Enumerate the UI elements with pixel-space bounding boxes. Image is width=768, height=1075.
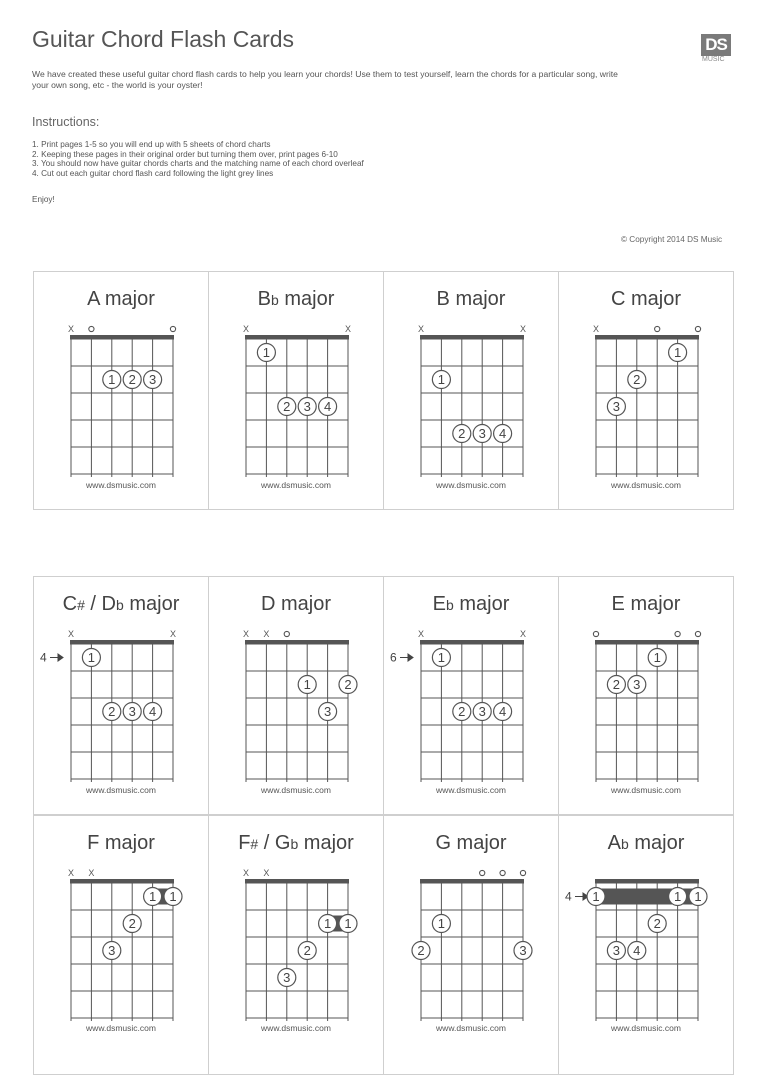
finger-dot	[514, 942, 532, 960]
finger-dot	[319, 703, 337, 721]
arrow-right-icon	[50, 654, 63, 661]
finger-number: 1	[437, 916, 446, 931]
finger-number: 2	[612, 677, 621, 692]
instructions-heading: Instructions:	[32, 115, 100, 129]
arrow-right-icon	[400, 654, 413, 661]
finger-number: 4	[498, 426, 507, 441]
open-string-marker	[593, 631, 598, 636]
finger-dot	[607, 942, 625, 960]
finger-dot	[144, 888, 162, 906]
accidental-symbol: #	[250, 836, 259, 852]
chord-card	[208, 576, 384, 815]
chord-card	[558, 271, 734, 510]
muted-string-marker: X	[344, 324, 352, 334]
chord-name-part: B	[257, 288, 271, 310]
chord-name-part: A	[607, 832, 621, 854]
finger-dot	[432, 915, 450, 933]
finger-dot	[494, 703, 512, 721]
accidental-symbol: b	[270, 292, 279, 308]
page-title: Guitar Chord Flash Cards	[32, 26, 295, 52]
muted-string-marker: X	[169, 629, 177, 639]
finger-number: 4	[498, 704, 507, 719]
finger-number: 2	[128, 372, 136, 387]
finger-dot	[453, 703, 471, 721]
finger-number: 2	[653, 916, 661, 931]
card-url-text: www.dsmusic.com	[436, 480, 506, 490]
muted-string-marker: X	[88, 868, 95, 878]
finger-number: 3	[478, 426, 486, 441]
chord-diagram	[384, 816, 560, 1021]
muted-string-marker: X	[592, 324, 600, 334]
instruction-step: 4. Cut out each guitar chord flash card following the light grey lines	[32, 168, 274, 178]
chord-diagram	[559, 272, 735, 477]
chord-name-part: D major	[260, 593, 331, 615]
finger-dot	[278, 969, 296, 987]
finger-dot	[587, 888, 605, 906]
chord-name-part: E	[432, 593, 446, 615]
fret-position-label: 4	[565, 889, 572, 904]
instructions-list	[32, 140, 364, 178]
fret-position-label: 4	[40, 650, 47, 665]
finger-dot	[473, 425, 491, 443]
chord-name-part: C	[62, 593, 78, 615]
finger-dot	[628, 676, 646, 694]
muted-string-marker: X	[417, 324, 425, 334]
finger-number: 1	[437, 650, 446, 665]
finger-dot	[164, 888, 182, 906]
chord-diagram	[559, 577, 735, 782]
card-url-text: www.dsmusic.com	[86, 1023, 156, 1033]
chord-card	[33, 576, 209, 815]
muted-string-marker: X	[263, 868, 270, 878]
open-string-marker	[89, 326, 94, 331]
accidental-symbol: #	[77, 597, 85, 613]
finger-dot	[669, 888, 687, 906]
intro-text	[32, 69, 672, 91]
chord-name-part: A major	[87, 288, 155, 310]
chord-card	[208, 271, 384, 510]
card-url-text: www.dsmusic.com	[611, 785, 681, 795]
nut-bar	[245, 335, 349, 340]
card-url-text: www.dsmusic.com	[611, 480, 681, 490]
finger-number: 2	[417, 943, 425, 958]
accidental-symbol: b	[620, 836, 629, 852]
chord-card	[383, 815, 559, 1075]
card-url-text: www.dsmusic.com	[86, 480, 156, 490]
chord-name-part: B major	[436, 288, 506, 310]
finger-dot	[278, 398, 296, 416]
nut-bar	[420, 640, 524, 645]
accidental-symbol: b	[290, 836, 299, 852]
muted-string-marker: X	[417, 629, 425, 639]
finger-dot	[453, 425, 471, 443]
open-string-marker	[500, 870, 505, 875]
chord-diagram	[384, 272, 560, 477]
finger-dot	[144, 371, 162, 389]
finger-number: 1	[169, 889, 177, 904]
finger-dot	[689, 888, 707, 906]
finger-number: 2	[283, 399, 291, 414]
finger-dot	[648, 915, 666, 933]
finger-number: 2	[128, 916, 136, 931]
finger-dot	[339, 915, 357, 933]
chord-diagram	[384, 577, 560, 782]
open-string-marker	[170, 326, 175, 331]
accidental-symbol: b	[116, 597, 124, 613]
open-string-marker	[480, 870, 485, 875]
finger-number: 1	[303, 677, 311, 692]
nut-bar	[595, 640, 699, 645]
ds-music-logo	[701, 34, 735, 64]
chord-name-part: major	[453, 593, 510, 615]
finger-number: 1	[108, 372, 116, 387]
fret-position-label: 6	[390, 650, 397, 665]
logo-subtext: MUSIC	[702, 56, 725, 63]
finger-number: 2	[108, 704, 116, 719]
finger-number: 1	[592, 889, 600, 904]
finger-number: 1	[87, 650, 96, 665]
finger-number: 3	[612, 399, 621, 414]
chord-diagram	[209, 272, 385, 477]
finger-dot	[432, 649, 450, 667]
finger-dot	[257, 344, 275, 362]
chord-name-part: F	[238, 832, 251, 854]
finger-dot	[669, 344, 687, 362]
intro-line: your own song, etc - the world is your oyster!	[32, 80, 203, 90]
chord-name-part: F major	[87, 832, 155, 854]
chord-diagram	[559, 816, 735, 1021]
finger-number: 3	[108, 943, 116, 958]
chord-card	[33, 815, 209, 1075]
card-url-text: www.dsmusic.com	[86, 785, 156, 795]
finger-number: 4	[148, 704, 157, 719]
finger-dot	[628, 371, 646, 389]
open-string-marker	[695, 326, 700, 331]
finger-dot	[607, 398, 625, 416]
chord-card	[208, 815, 384, 1075]
finger-dot	[648, 649, 666, 667]
enjoy-text: Enjoy!	[32, 195, 55, 204]
card-url-text: www.dsmusic.com	[611, 1023, 681, 1033]
intro-line: We have created these useful guitar chord flash cards to help you learn your chords! Use them to test yourself, learn the chords for a particular song, write	[32, 69, 618, 79]
chord-card	[383, 576, 559, 815]
chord-diagram	[34, 816, 210, 1021]
finger-number: 2	[458, 426, 466, 441]
nut-bar	[420, 879, 524, 884]
finger-number: 1	[323, 916, 332, 931]
muted-string-marker: X	[519, 324, 527, 334]
finger-dot	[339, 676, 357, 694]
chord-name-part: major	[298, 832, 354, 854]
finger-dot	[473, 703, 491, 721]
finger-dot	[123, 915, 141, 933]
finger-number: 2	[344, 677, 352, 692]
chord-diagram	[209, 816, 385, 1021]
finger-dot	[123, 703, 141, 721]
arrow-right-icon	[575, 893, 588, 900]
chord-card	[558, 815, 734, 1075]
finger-number: 2	[303, 943, 311, 958]
card-url-text: www.dsmusic.com	[436, 785, 506, 795]
chord-name-part: E major	[611, 593, 681, 615]
card-url-text: www.dsmusic.com	[261, 785, 331, 795]
chord-card	[33, 271, 209, 510]
nut-bar	[420, 335, 524, 340]
chord-diagram	[34, 577, 210, 782]
finger-number: 1	[694, 889, 702, 904]
finger-dot	[319, 398, 337, 416]
open-string-marker	[520, 870, 525, 875]
logo-mark: DS	[701, 34, 731, 56]
finger-dot	[123, 371, 141, 389]
nut-bar	[595, 335, 699, 340]
nut-bar	[70, 879, 174, 884]
nut-bar	[245, 879, 349, 884]
finger-dot	[628, 942, 646, 960]
finger-dot	[494, 425, 512, 443]
finger-dot	[607, 676, 625, 694]
instruction-step: 1. Print pages 1-5 so you will end up with 5 sheets of chord charts	[32, 140, 271, 149]
chord-diagram	[34, 272, 210, 477]
finger-number: 2	[458, 704, 466, 719]
finger-number: 3	[148, 372, 157, 387]
muted-string-marker: X	[67, 629, 75, 639]
nut-bar	[245, 640, 349, 645]
finger-dot	[298, 942, 316, 960]
open-string-marker	[675, 631, 680, 636]
nut-bar	[70, 640, 174, 645]
muted-string-marker: X	[67, 324, 75, 334]
finger-dot	[298, 398, 316, 416]
muted-string-marker: X	[242, 629, 250, 639]
finger-number: 1	[673, 345, 682, 360]
finger-number: 3	[519, 943, 527, 958]
finger-dot	[298, 676, 316, 694]
open-string-marker	[284, 631, 289, 636]
chord-name-part: major	[628, 832, 685, 854]
finger-number: 4	[633, 943, 641, 958]
finger-number: 2	[633, 372, 641, 387]
finger-number: 1	[673, 889, 682, 904]
finger-dot	[103, 371, 121, 389]
chord-name-part: G major	[435, 832, 507, 854]
chord-diagram	[209, 577, 385, 782]
muted-string-marker: X	[263, 629, 270, 639]
finger-number: 3	[478, 704, 486, 719]
finger-number: 3	[128, 704, 136, 719]
finger-dot	[144, 703, 162, 721]
chord-name-part: major	[123, 593, 180, 615]
instruction-step: 2. Keeping these pages in their original order but turning them over, print pages 6-10	[32, 149, 338, 159]
nut-bar	[70, 335, 174, 340]
finger-dot	[82, 649, 100, 667]
finger-dot	[103, 942, 121, 960]
finger-number: 3	[283, 970, 291, 985]
finger-dot	[432, 371, 450, 389]
finger-number: 1	[437, 372, 446, 387]
muted-string-marker: X	[242, 868, 250, 878]
card-url-text: www.dsmusic.com	[261, 480, 331, 490]
finger-number: 1	[653, 650, 661, 665]
chord-name-part: / D	[84, 593, 116, 615]
finger-number: 3	[633, 677, 641, 692]
muted-string-marker: X	[519, 629, 527, 639]
instruction-step: 3. You should now have guitar chords charts and the matching name of each chord overleaf	[32, 159, 364, 169]
card-url-text: www.dsmusic.com	[436, 1023, 506, 1033]
chord-card	[383, 271, 559, 510]
nut-bar	[595, 879, 699, 884]
finger-dot	[103, 703, 121, 721]
finger-number: 3	[303, 399, 311, 414]
accidental-symbol: b	[445, 597, 454, 613]
finger-number: 3	[323, 704, 332, 719]
chord-name-part: / G	[258, 832, 291, 854]
chord-name-part: major	[278, 288, 335, 310]
card-url-text: www.dsmusic.com	[261, 1023, 331, 1033]
muted-string-marker: X	[67, 868, 75, 878]
finger-number: 1	[148, 889, 157, 904]
finger-number: 3	[612, 943, 621, 958]
open-string-marker	[695, 631, 700, 636]
finger-number: 1	[344, 916, 352, 931]
finger-dot	[412, 942, 430, 960]
finger-number: 4	[323, 399, 332, 414]
chord-name-part: C major	[610, 288, 681, 310]
finger-dot	[319, 915, 337, 933]
copyright-text: © Copyright 2014 DS Music	[621, 235, 723, 244]
finger-number: 1	[262, 345, 271, 360]
open-string-marker	[655, 326, 660, 331]
muted-string-marker: X	[242, 324, 250, 334]
chord-card	[558, 576, 734, 815]
